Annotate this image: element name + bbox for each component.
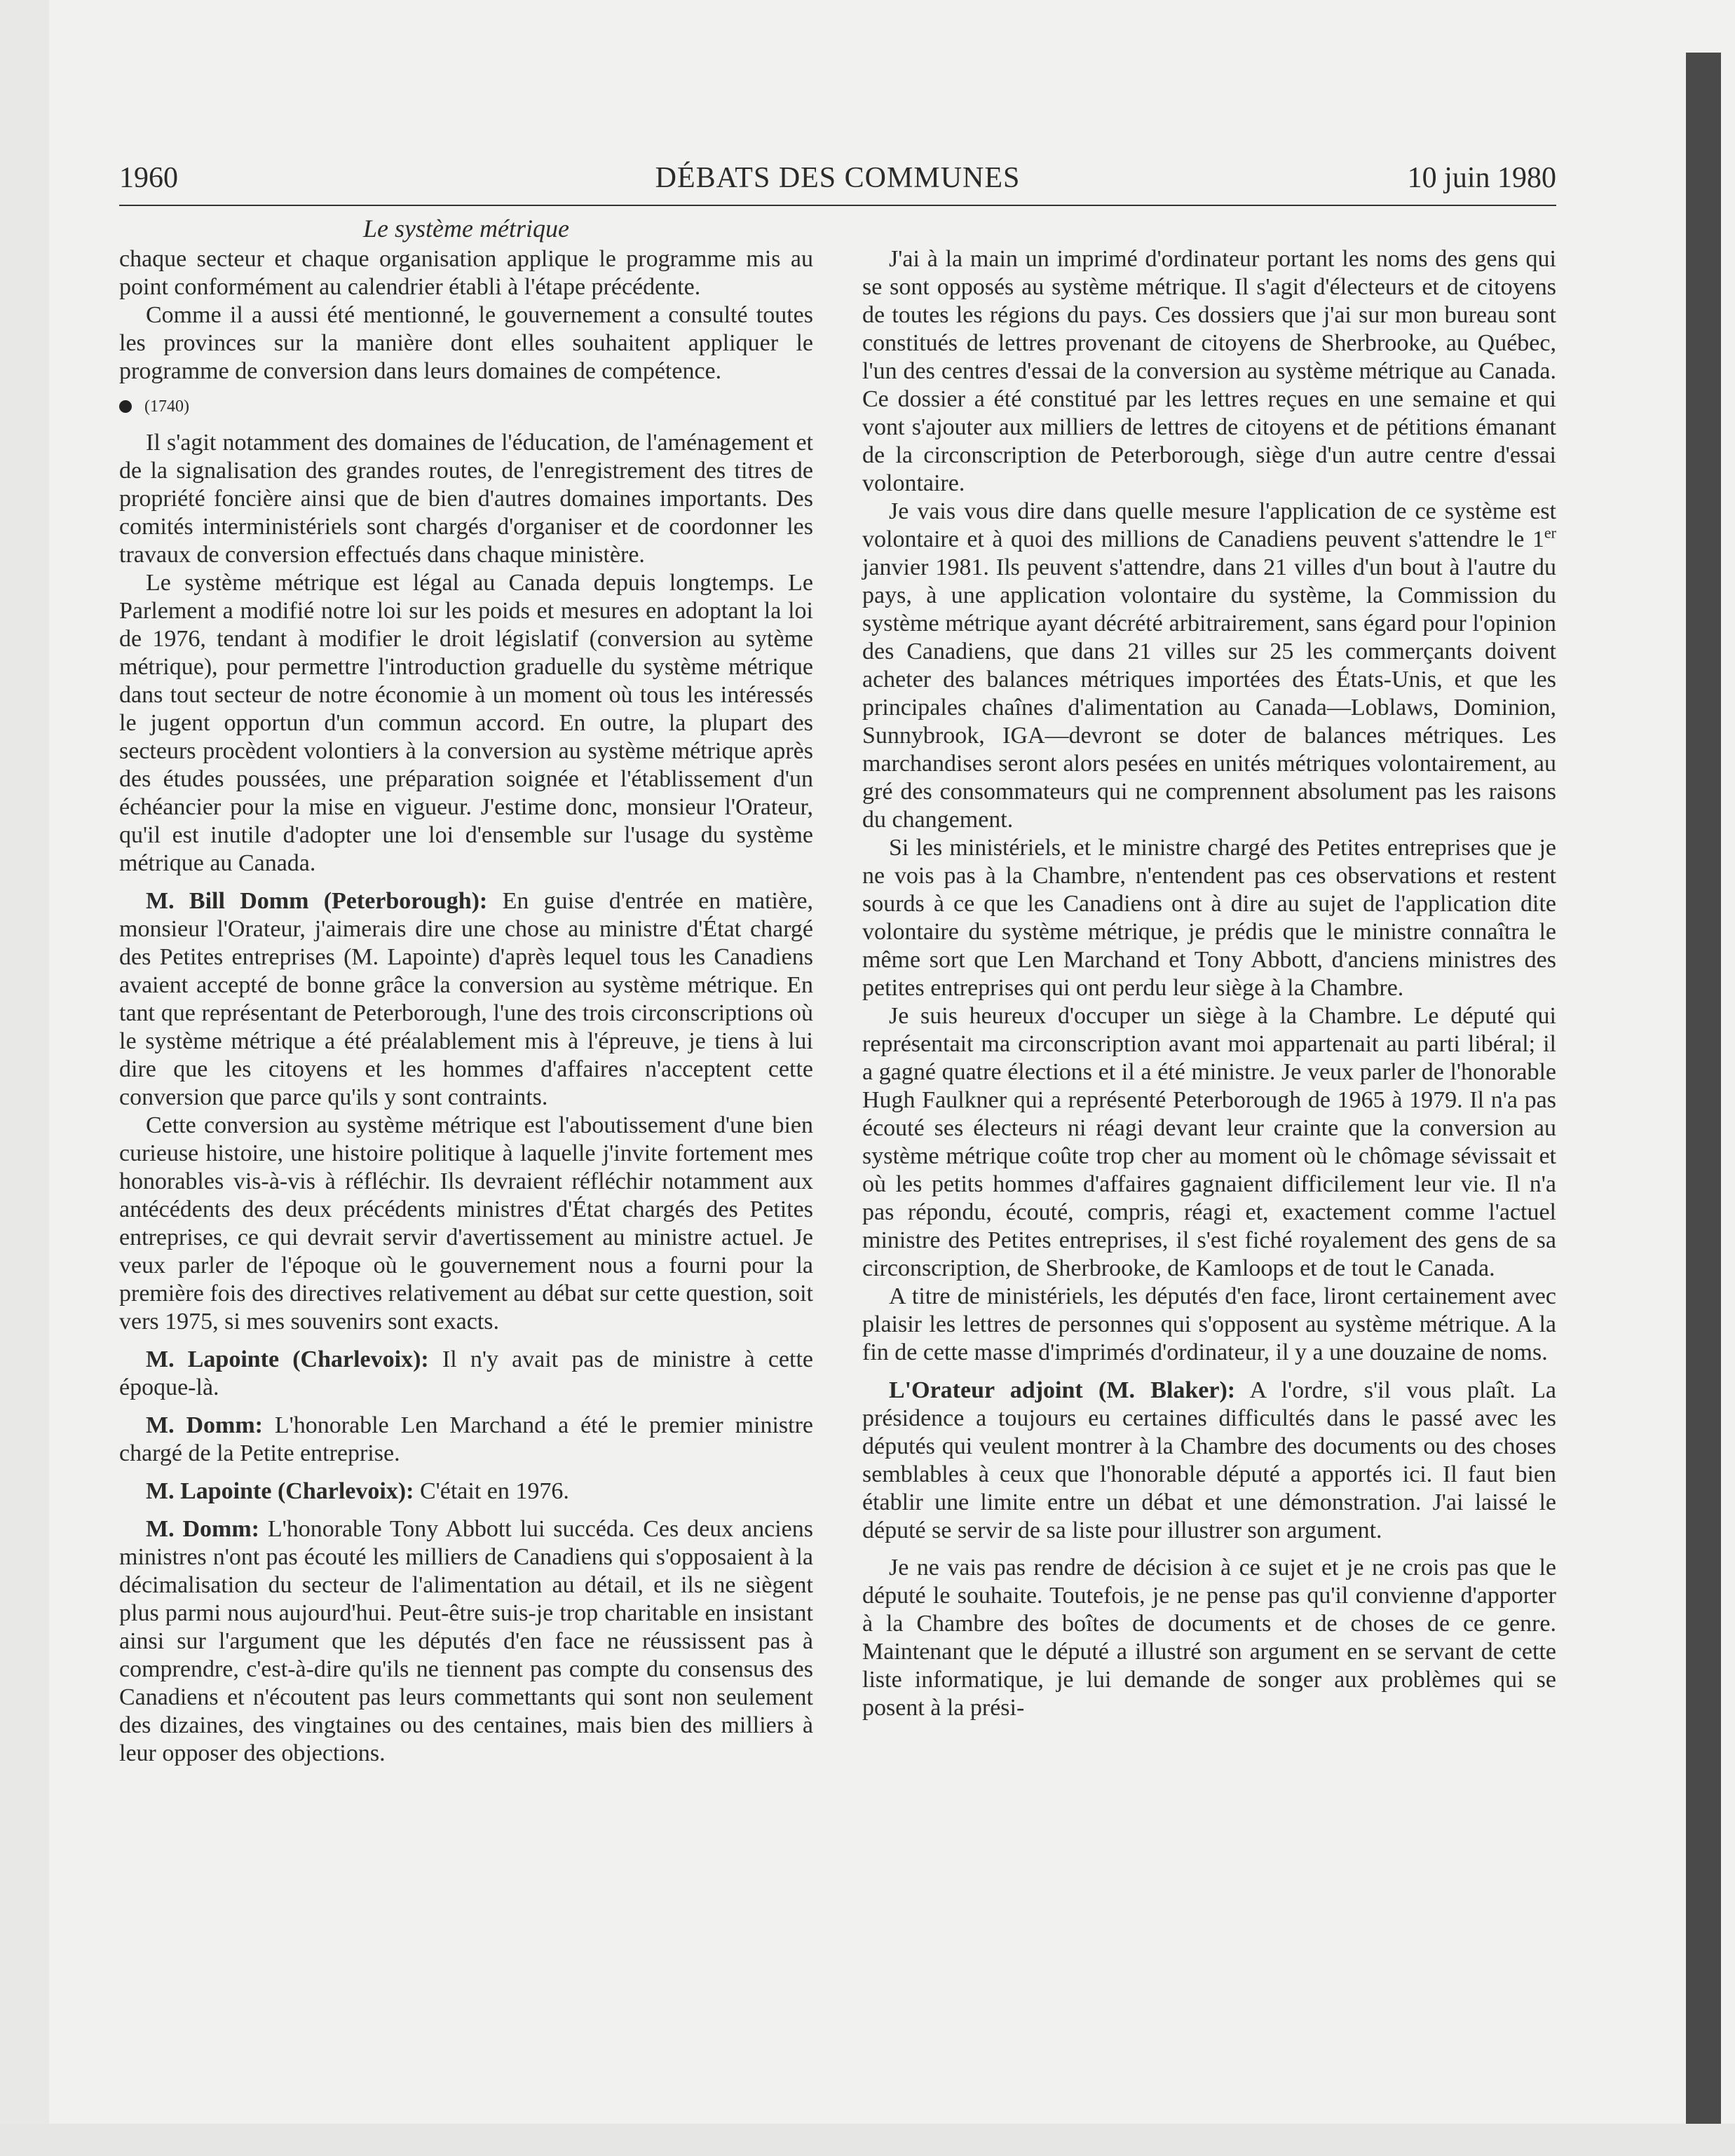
paragraph: Cette conversion au système métrique est l'aboutissement d'une bien curieuse histoire, une histoire politique à laquelle j'invite fortement mes honorables vis-à-vis à réfléchir. Ils devraient réfléchir notamment aux antécédents des deux précédents ministres d'État chargés des Petites entreprises, ce qui devrait servir d'avertissement au ministre actuel. Je veux parler de l'époque où le gouvernement nous a fourni pour la première fois des directives relativement au débat sur cette question, soit vers 1975, si mes souvenirs sont exacts. — [119, 1112, 813, 1335]
page-number: 1960 — [119, 162, 178, 194]
paragraph: Si les ministériels, et le ministre chargé des Petites entreprises que je ne vois pas à la Chambre, n'entendent pas ces observations et restent sourds à ce que les Canadiens ont à dire au sujet de l'application dite volontaire du système métrique, je prédis que le ministre connaîtra le même sort que Len Marchand et Tony Abbott, d'anciens ministres des petites entreprises qui ont perdu leur siège à la Chambre. — [862, 835, 1556, 1001]
speech-text: L'honorable Tony Abbott lui succéda. Ces deux anciens ministres n'ont pas écouté les milliers de Canadiens qui s'opposaient à la décimalisation du secteur de l'alimentation au détail, et ils ne siègent plus parmi nous aujourd'hui. Peut-être suis-je trop charitable en insistant ainsi sur l'argument que les députés d'en face ne réussissent pas à comprendre, c'est-à-dire qu'ils ne tiennent pas compte du consensus des Canadiens et n'écoutent pas leurs commettants qui sont non seulement des dizaines, des vingtaines ou des centaines, mais bien des milliers à leur opposer des objections. — [119, 1516, 813, 1766]
speech-text: Il n'y avait pas de ministre à cette époque-là. — [119, 1346, 814, 1400]
right-column — [862, 245, 1556, 1722]
page-header — [119, 161, 1556, 206]
speech-text: L'honorable Len Marchand a été le premier ministre chargé de la Petite entreprise. — [119, 1412, 813, 1466]
speech-text: En guise d'entrée en matière, monsieur l'Orateur, j'aimerais dire une chose au ministre d'État chargé des Petites entreprises (M. Lapointe) d'après lequel tous les Canadiens avaient accepté de bonne grâce la conversion au système métrique. En tant que représentant de Peterborough, l'une des trois circonscriptions où le système métrique a été préalablement mis à l'épreuve, je tiens à lui dire que les citoyens et les hommes d'affaires n'acceptent cette conversion que parce qu'ils y sont contraints. — [119, 888, 814, 1110]
paragraph: Je ne vais pas rendre de décision à ce sujet et je ne crois pas que le député le souhaite. Toutefois, je ne pense pas qu'il convienne d'apporter à la Chambre des boîtes de documents et de choses de ce genre. Maintenant que le député a illustré son argument en se servant de cette liste informatique, je lui demande de songer aux problèmes qui se posent à la prési- — [862, 1555, 1556, 1721]
speech — [119, 1346, 813, 1402]
speaker-name: M. Lapointe (Charlevoix): — [146, 1346, 429, 1372]
scan-margin — [0, 0, 49, 2156]
time-marker-label: (1740) — [144, 397, 189, 416]
speech-text: A l'ordre, s'il vous plaît. La présidence a toujours eu certaines difficultés dans le passé avec les députés qui veulent montrer à la Chambre des documents ou des choses semblables à ceux que l'honorable député a apportés ici. Il faut bien établir une limite entre un débat et une démonstration. J'ai laissé le député se servir de sa liste pour illustrer son argument. — [862, 1377, 1556, 1543]
subject-heading: Le système métrique — [363, 214, 569, 243]
ordinal-suffix: er — [1544, 524, 1556, 542]
scan-edge-bar — [1686, 53, 1721, 2124]
paragraph-text: janvier 1981. Ils peuvent s'attendre, dans 21 villes d'un bout à l'autre du pays, à une application volontaire du système, la Commission du système métrique ayant décrété arbitrairement, sans égard pour l'opinion des Canadiens, que dans 21 villes sur 25 les commerçants doivent acheter des balances métriques importées des États-Unis, et que les principales chaînes d'alimentation au Canada—Loblaws, Dominion, Sunnybrook, IGA—devront se doter de balances métriques. Les marchandises seront alors pesées en unités métriques volontairement, au gré des consommateurs qui ne comprennent absolument pas les raisons du changement. — [862, 554, 1556, 833]
speech — [119, 1478, 813, 1506]
paragraph-text: Je vais vous dire dans quelle mesure l'application de ce système est volontaire et à quoi des millions de Canadiens peuvent s'attendre le 1 — [862, 498, 1556, 552]
speech — [119, 1515, 813, 1768]
paragraph: Comme il a aussi été mentionné, le gouvernement a consulté toutes les provinces sur la manière dont elles souhaitent appliquer le programme de conversion dans leurs domaines de compétence. — [119, 302, 813, 384]
paragraph: J'ai à la main un imprimé d'ordinateur portant les noms des gens qui se sont opposés au système métrique. Il s'agit d'électeurs et de citoyens de toutes les régions du pays. Ces dossiers que j'ai sur mon bureau sont constitués de lettres provenant de citoyens de Sherbrooke, au Québec, l'un des centres d'essai de la conversion au système métrique au Canada. Ce dossier a été constitué par les lettres reçues en une semaine et qui vont s'ajouter aux milliers de lettres de citoyens et de pétitions émanant de la circonscription de Peterborough, siège d'un autre centre d'essai volontaire. — [862, 246, 1556, 496]
speech — [119, 1412, 813, 1468]
scan-bottom-margin — [0, 2124, 1735, 2156]
paragraph — [862, 498, 1556, 834]
publication-title: DÉBATS DES COMMUNES — [655, 162, 1021, 194]
speaker-name: L'Orateur adjoint (M. Blaker): — [889, 1377, 1236, 1403]
issue-date: 10 juin 1980 — [1407, 162, 1556, 194]
speech-text: C'était en 1976. — [419, 1478, 569, 1504]
bullet-icon — [119, 400, 132, 413]
paragraph: Je suis heureux d'occuper un siège à la Chambre. Le député qui représentait ma circonscription avant moi appartenait au parti libéral; il a gagné quatre élections et il a été ministre. Je veux parler de l'honorable Hugh Faulkner qui a représenté Peterborough de 1965 à 1979. Il n'a pas écouté ses électeurs ni réagi devant leur crainte que la conversion au système métrique coûte trop cher au moment où le chômage sévissait et où les petits hommes d'affaires gagnaient difficilement leur vie. Il n'a pas répondu, écouté, compris, réagi et, exactement comme l'actuel ministre des Petites entreprises, il s'est fiché royalement des gens de sa circonscription, de Sherbrooke, de Kamloops et de tout le Canada. — [862, 1003, 1556, 1281]
speech — [862, 1377, 1556, 1545]
left-column — [119, 245, 813, 1768]
speaker-name: M. Domm: — [146, 1412, 263, 1438]
paragraph: A titre de ministériels, les députés d'en face, liront certainement avec plaisir les lettres de personnes qui s'opposent au système métrique. A la fin de cette masse d'imprimés d'ordinateur, il y a une douzaine de noms. — [862, 1283, 1556, 1365]
time-marker — [119, 393, 813, 421]
speaker-name: M. Bill Domm (Peterborough): — [146, 888, 488, 914]
paragraph: chaque secteur et chaque organisation applique le programme mis au point conformément au calendrier établi à l'étape précédente. — [119, 246, 813, 300]
speaker-name: M. Domm: — [146, 1516, 259, 1542]
speech — [119, 887, 813, 1112]
speaker-name: M. Lapointe (Charlevoix): — [146, 1478, 414, 1504]
paragraph: Le système métrique est légal au Canada depuis longtemps. Le Parlement a modifié notre loi sur les poids et mesures en adoptant la loi de 1976, tendant à modifier le droit législatif (conversion au sytème métrique), pour permettre l'introduction graduelle du système métrique dans tout secteur de notre économie à un moment où tous les intéressés le jugent opportun d'un commun accord. En outre, la plupart des secteurs procèdent volontiers à la conversion au système métrique après des études poussées, une préparation soignée et l'établissement d'un échéancier pour la mise en vigueur. J'estime donc, monsieur l'Orateur, qu'il est inutile d'adopter une loi d'ensemble sur l'usage du système métrique au Canada. — [119, 570, 813, 876]
paragraph: Il s'agit notamment des domaines de l'éducation, de l'aménagement et de la signalisation des grandes routes, de l'enregistrement des titres de propriété foncière ainsi que de bien d'autres domaines importants. Des comités interministériels sont chargés d'organiser et de coordonner les travaux de conversion effectués dans chaque ministère. — [119, 430, 813, 568]
